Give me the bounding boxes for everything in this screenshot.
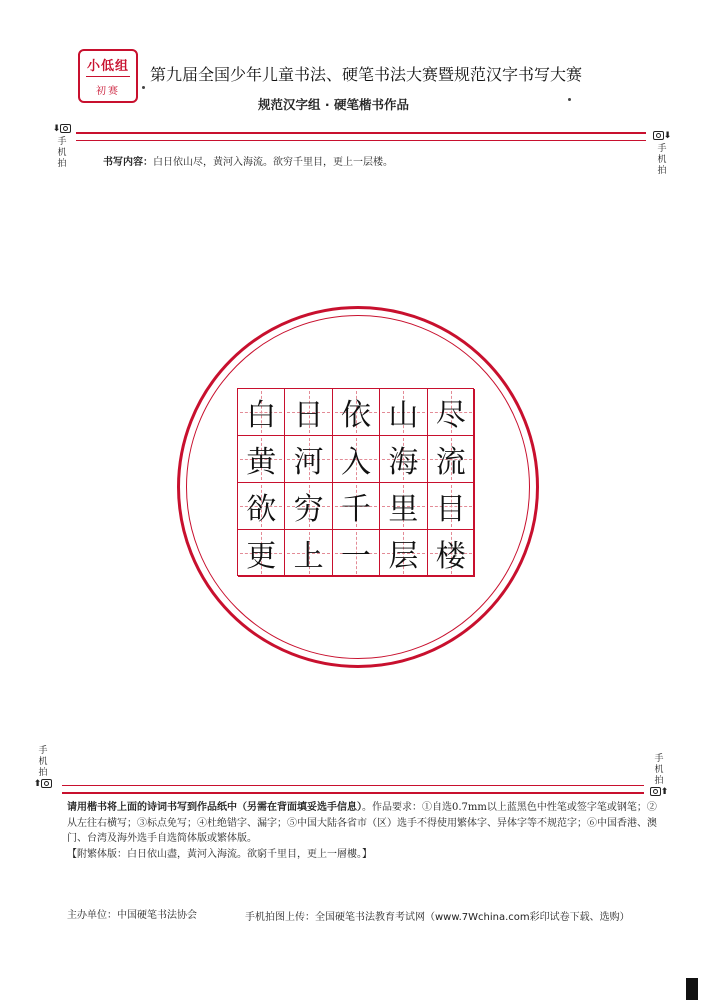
grid-cell <box>380 483 427 530</box>
camera-icon <box>650 787 661 796</box>
top-rule <box>76 132 646 134</box>
content-text: 白日依山尽，黄河入海流。欲穷千里目，更上一层楼。 <box>153 157 393 168</box>
grid-cell <box>380 530 427 577</box>
grid-char: 欲 <box>246 492 277 527</box>
camera-icon <box>60 124 71 133</box>
grid-cell <box>333 436 380 483</box>
photo-marker-bottom-left: 手机拍 ⬆ <box>33 744 53 790</box>
grid-cell <box>238 436 285 483</box>
grid-char: 目 <box>435 492 466 527</box>
requirements-lead: 请用楷书将上面的诗词书写到作品纸中（另需在背面填妥选手信息） <box>67 802 362 813</box>
grid-cell <box>285 389 332 436</box>
grid-char: 尽 <box>435 398 466 433</box>
requirements-body: 。作品要求：①自选0.7mm以上蓝黑色中性笔或签字笔或钢笔；②从左往右横写；③标点免写；④杜绝错字、漏字；⑤中国大陆各省市（区）选手不得使用繁体字、异体字等不规范字；⑥中国香港、澳门、台湾及海外选手自选简体版或繁体版。 <box>67 802 657 844</box>
grid-char: 海 <box>388 445 419 480</box>
grid-char: 穷 <box>293 492 324 527</box>
photo-marker-label: 手机拍 <box>654 754 664 786</box>
grid-char: 千 <box>340 492 371 527</box>
grid-cell <box>285 436 332 483</box>
grid-cell <box>238 389 285 436</box>
organizer: 主办单位：中国硬笔书法协会 <box>67 910 197 921</box>
grid-char: 日 <box>293 398 324 433</box>
grid-cell <box>238 483 285 530</box>
grid-char: 流 <box>435 445 466 480</box>
grid-char: 楼 <box>435 539 466 574</box>
photo-marker-top-left: ⬇ 手机拍 <box>52 124 72 170</box>
grid-cell <box>238 530 285 577</box>
page-title: 第九届全国少年儿童书法、硬笔书法大赛暨规范汉字书写大赛 <box>150 65 583 84</box>
grid-cell <box>428 483 475 530</box>
grid-char: 上 <box>293 539 324 574</box>
grid-char: 依 <box>340 398 371 433</box>
grid-cell <box>428 530 475 577</box>
camera-icon <box>653 131 664 140</box>
grid-cell <box>285 530 332 577</box>
grid-char: 黄 <box>246 445 277 480</box>
photo-marker-bottom-right: 手机拍 ⬆ <box>649 752 669 798</box>
photo-marker-top-right: ⬇ 手机拍 <box>652 131 672 177</box>
traditional-version: 【附繁体版：白日依山盡，黃河入海流。欲窮千里目，更上一層樓。】 <box>67 848 372 860</box>
grid-char: 河 <box>293 445 324 480</box>
writing-grid <box>237 388 474 576</box>
grid-cell <box>333 530 380 577</box>
grid-char: 入 <box>340 445 371 480</box>
grid-char: 一 <box>340 539 371 574</box>
grid-cell <box>428 436 475 483</box>
badge-group-label: 小低组 <box>86 59 129 74</box>
grid-cell <box>380 389 427 436</box>
grid-char: 里 <box>388 492 419 527</box>
grid-char: 层 <box>388 539 419 574</box>
writing-requirements <box>67 800 657 862</box>
badge-divider <box>86 76 130 77</box>
photo-marker-label: 手机拍 <box>38 746 48 778</box>
speck <box>568 98 571 101</box>
content-label: 书写内容： <box>103 157 153 168</box>
content-line <box>103 153 393 168</box>
group-badge <box>78 49 138 103</box>
grid-char: 白 <box>246 398 277 433</box>
photo-marker-label: 手机拍 <box>657 144 667 176</box>
bottom-rule-thin <box>62 785 644 786</box>
grid-cell <box>428 389 475 436</box>
speck <box>142 86 145 89</box>
grid-cell <box>333 389 380 436</box>
grid-cell <box>380 436 427 483</box>
top-rule-thin <box>76 140 646 141</box>
badge-round-label: 初赛 <box>96 86 120 97</box>
photo-marker-label: 手机拍 <box>57 137 67 169</box>
grid-char: 更 <box>246 539 277 574</box>
registration-mark <box>686 978 698 1000</box>
bottom-rule <box>62 792 644 794</box>
grid-char: 山 <box>388 398 419 433</box>
camera-icon <box>41 779 52 788</box>
page-subtitle: 规范汉字组 · 硬笔楷书作品 <box>258 97 409 112</box>
grid-cell <box>333 483 380 530</box>
grid-cell <box>285 483 332 530</box>
upload-info: 手机拍图上传：全国硬笔书法教育考试网（www.7Wchina.com彩印试卷下载、选购） <box>245 912 630 923</box>
